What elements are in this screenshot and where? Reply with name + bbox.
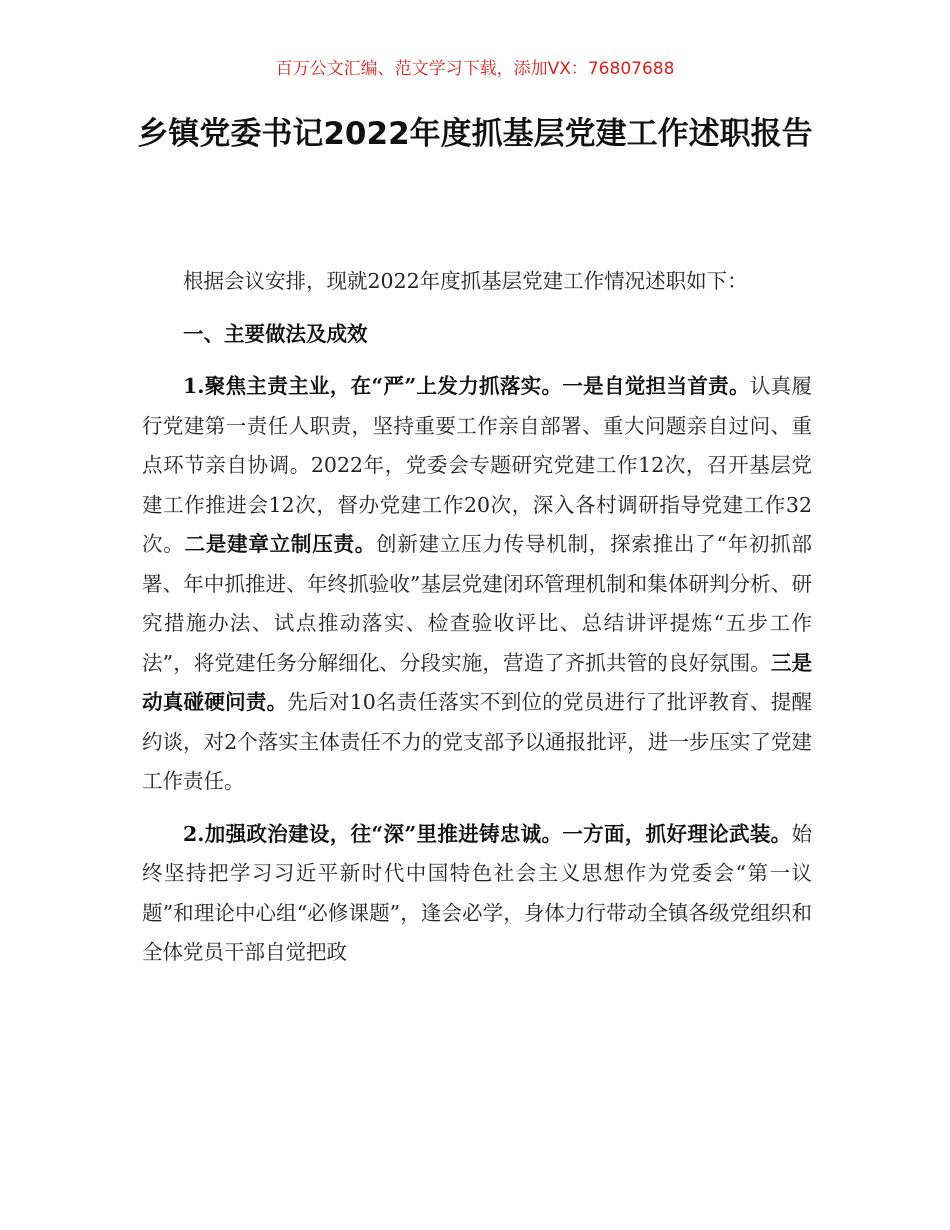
point-2-text: 创新建立压力传导机制，探索推出了“年初抓部署、年中抓推进、年终抓验收”基层党建闭环管理机制和集体研判分析、研究措施办法、试点推动落实、检查验收评比、总结讲评提炼“五步工作法”，将党建任务分解细化、分段实施，营造了齐抓共管的良好氛围。 xyxy=(142,532,813,675)
header-banner: 百万公文汇编、范文学习下载，添加VX：76807688 xyxy=(275,59,675,79)
document-title: 乡镇党委书记2022年度抓基层党建工作述职报告 xyxy=(137,116,813,152)
paragraph-2-lead: 2.加强政治建设，往“深”里推进铸忠诚。 xyxy=(183,821,563,846)
paragraph-1-lead: 1.聚焦主责主业，在“严”上发力抓落实。 xyxy=(183,374,563,398)
paragraph-1 xyxy=(142,367,812,802)
paragraph-2-point-1-title: 一方面，抓好理论武装。 xyxy=(562,821,792,846)
paragraph-2-point-1-text: 始终坚持把学习习近平新时代中国特色社会主义思想作为党委会“第一议题”和理论中心组“必修课题”，逢会必学，身体力行带动全镇各级党组织和全体党员干部自觉把政 xyxy=(142,821,812,964)
point-3-text: 先后对10名责任落实不到位的党员进行了批评教育、提醒约谈，对2个落实主体责任不力的党支部予以通报批评，进一步压实了党建工作责任。 xyxy=(142,690,812,793)
point-1-title: 一是自觉担当首责。 xyxy=(562,374,750,398)
point-3-title: 三是动真碰硬问责。 xyxy=(142,650,813,714)
intro-paragraph: 根据会议安排，现就2022年度抓基层党建工作情况述职如下： xyxy=(183,269,748,293)
section-heading: 一、主要做法及成效 xyxy=(183,321,368,346)
point-1-text: 认真履行党建第一责任人职责，坚持重要工作亲自部署、重大问题亲自过问、重点环节亲自协调。2022年，党委会专题研究党建工作12次，召开基层党建工作推进会12次，督办党建工作20次，深入各村调研指导党建工作32次。 xyxy=(142,374,813,556)
paragraph-2 xyxy=(142,815,812,973)
point-2-title: 二是建章立制压责。 xyxy=(184,532,377,556)
document-body xyxy=(142,262,812,986)
